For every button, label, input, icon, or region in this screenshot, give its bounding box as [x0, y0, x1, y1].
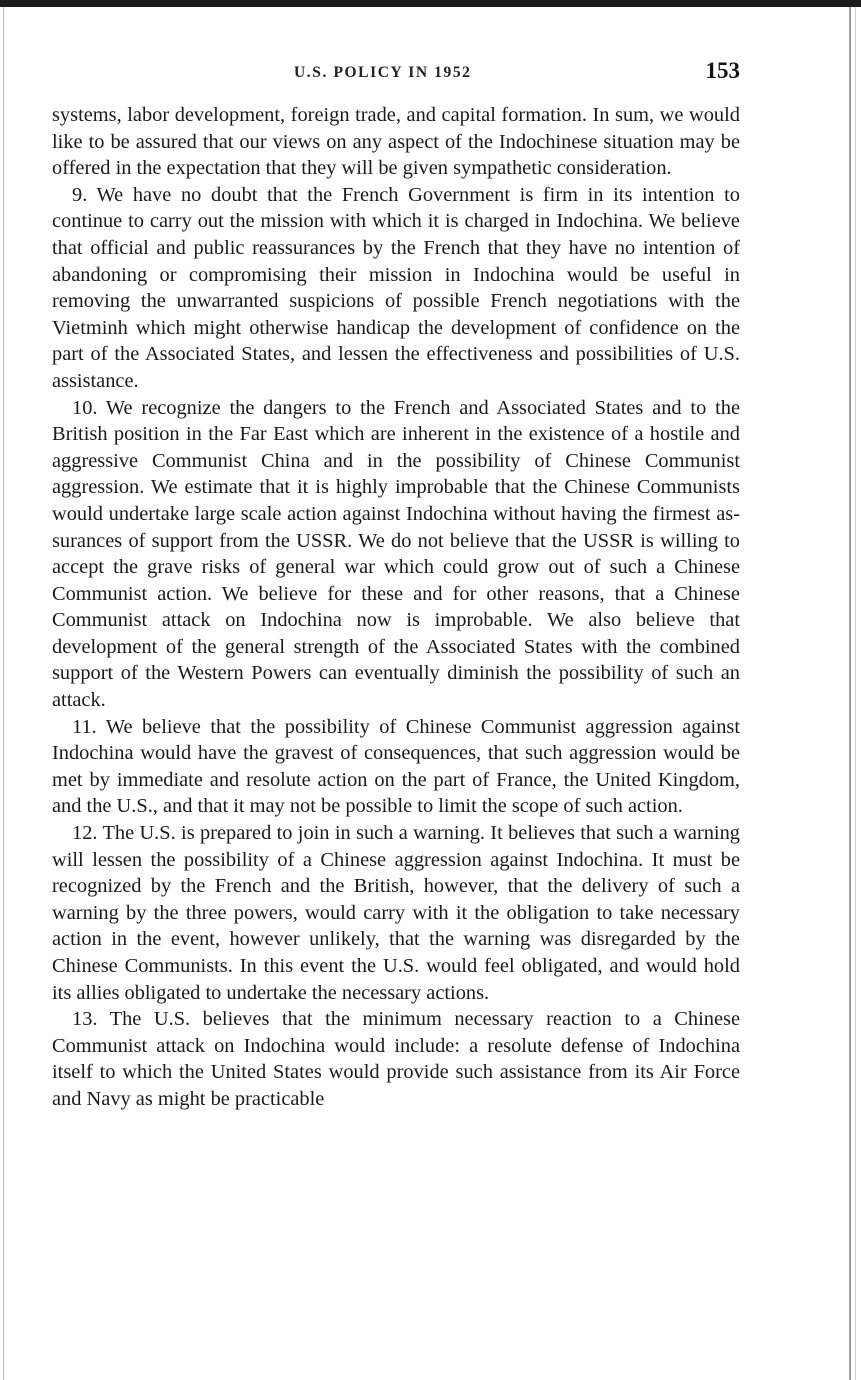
page-number: 153 [705, 58, 740, 83]
paragraph-continuation: systems, labor development, foreign trade, and capital formation. In sum, we would like to be assured that our views on any aspect of the Indochinese situation may be offered in the expectation that they will be given sympathetic consideration. [52, 104, 740, 180]
scan-top-edge [0, 0, 861, 7]
paragraph-13: 13. The U.S. believes that the minimum necessary reaction to a Chinese Communist attack on Indochina would include: a resolute defense of Indochina itself to which the United States would provide such assistance from its Air Force and Navy as might be practicable [52, 1008, 740, 1110]
paragraph-9: 9. We have no doubt that the French Government is firm in its intention to continue to carry out the mission with which it is charged in Indochina. We believe that official and public reassurances by the French that they have no intention of abandoning or compromising their mission in Indochina would be useful in removing the unwarranted suspicions of possible French negotiations with the Vietminh which might otherwise handicap the development of confidence on the part of the Associated States, and lessen the effectiveness and possibilities of U.S. assistance. [52, 183, 740, 392]
scan-right-edge [849, 7, 851, 1380]
running-head [0, 58, 861, 88]
scan-right-edge-inner [855, 7, 856, 1380]
running-title: U.S. POLICY IN 1952 [294, 64, 472, 81]
paragraph-12: 12. The U.S. is prepared to join in such a warning. It believes that such a warning will lessen the possibility of a Chinese aggression against Indochina. It must be recognized by the French and the British, however, that the delivery of such a warning by the three powers, would carry with it the obligation to take necessary action in the event, however unlikely, that the warning was disregarded by the Chinese Communists. In this event the U.S. would feel obligated, and would hold its allies obligated to undertake the necessary actions. [52, 822, 740, 1004]
paragraph-10: 10. We recognize the dangers to the French and Associated States and to the British position in the Far East which are inherent in the existence of a hostile and aggressive Communist China and in the possibility of Chinese Communist aggression. We estimate that it is highly improbable that the Chinese Communists would undertake large scale action against Indochina without having the firmest assurances of support from the USSR. We do not believe that the USSR is willing to accept the grave risks of general war which could grow out of such a Chinese Communist action. We believe for these and for other reasons, that a Chinese Communist attack on Indochina now is improbable. We also believe that development of the general strength of the Associated States with the combined support of the Western Powers can eventually diminish the possibility of such an attack. [52, 396, 740, 712]
scan-left-edge [3, 7, 4, 1380]
body-text [52, 102, 740, 1113]
paragraph-11: 11. We believe that the possibility of Chinese Communist aggression against Indochina would have the gravest of consequences, that such aggression would be met by immediate and resolute action on the part of France, the United Kingdom, and the U.S., and that it may not be possible to limit the scope of such action. [52, 715, 740, 818]
